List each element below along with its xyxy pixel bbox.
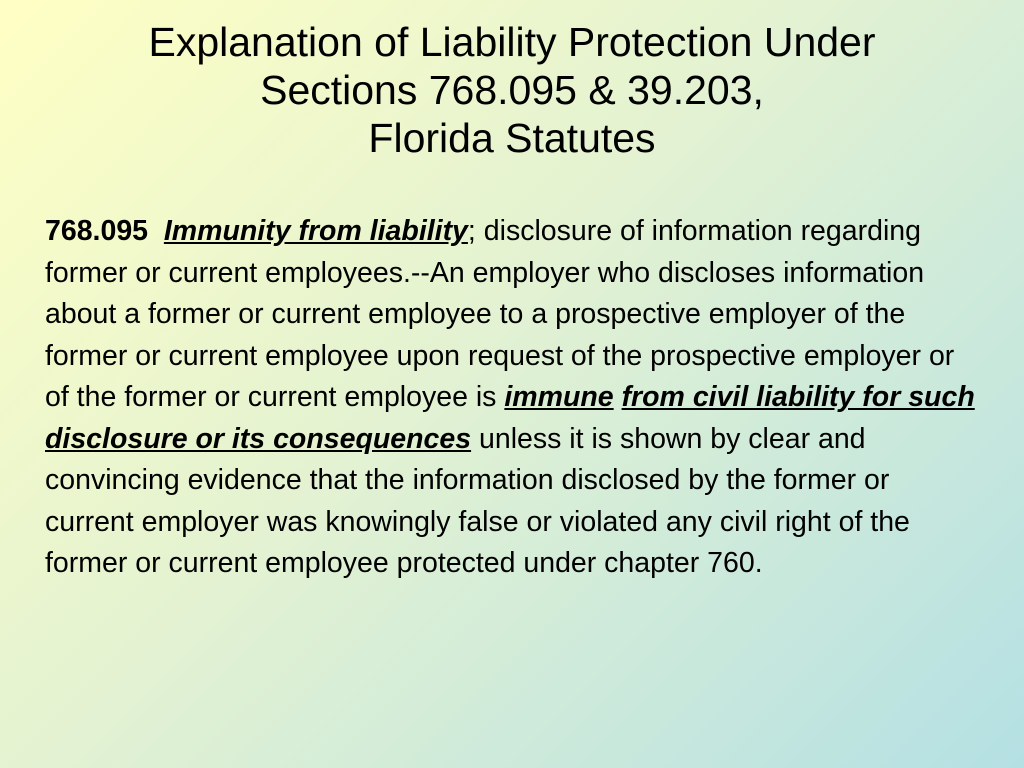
- title-line-3: Florida Statutes: [368, 115, 656, 161]
- statute-paragraph: [45, 211, 985, 585]
- title-line-1: Explanation of Liability Protection Under: [148, 19, 876, 65]
- immunity-scope-emphasis: from civil liability for such disclosure or its consequences: [45, 381, 975, 455]
- immune-emphasis: immune: [504, 381, 614, 413]
- statute-heading-rest: ; disclosure of information regarding former or current employees.--An employer who discloses information about a former or current employee to a prospective employer of the former or current employee upon request of the prospective employer or of the former or current employee is: [45, 215, 955, 413]
- section-number: 768.095: [45, 215, 149, 247]
- slide-title: [40, 18, 984, 162]
- statute-heading-emphasis: Immunity from liability: [163, 215, 468, 247]
- statute-closing: unless it is shown by clear and convincing evidence that the information disclosed by the former or current employer was knowingly false or violated any civil right of the former or current employee protected under chapter 760.: [45, 422, 910, 579]
- title-line-2: Sections 768.095 & 39.203,: [260, 67, 764, 113]
